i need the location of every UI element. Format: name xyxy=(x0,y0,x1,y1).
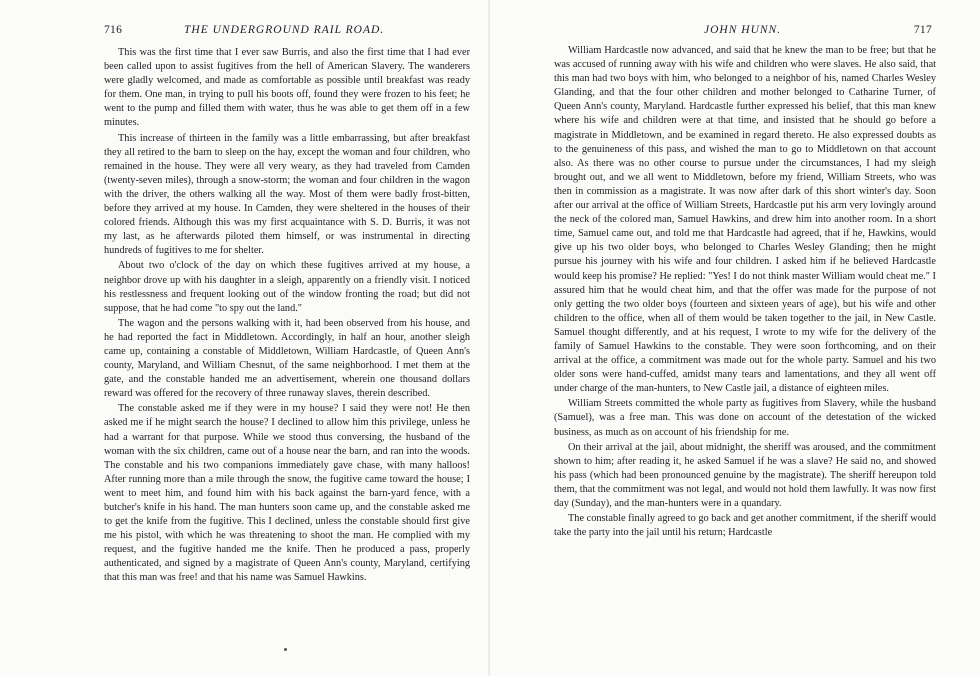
left-paragraph-3: About two o'clock of the day on which these fugitives arrived at my house, a neighbor drove up with his daughter in a sleigh, apparently on a friendly visit. I noticed his restlessness and frequent looking out of the window fronting the road; but did not suppose, that he had come "to spy out the land." xyxy=(104,260,470,314)
left-paragraph-4: The wagon and the persons walking with it, had been observed from his house, and he had reported the fact in Middletown. Accordingly, in half an hour, another sleigh came up, containing a constable of Middletown, William Hardcastle, of Queen Ann's county, Maryland, and William Chesnut, of the same neighborhood. I met them at the gate, and the constable handed me an advertisement, wherein one thousand dollars reward was offered for the recovery of three runaway slaves, therein described. xyxy=(104,317,470,400)
right-text-block xyxy=(554,44,936,541)
right-page-number: 717 xyxy=(913,24,932,36)
left-page-number: 716 xyxy=(104,24,123,36)
left-paragraph-5: The constable asked me if they were in my house? I said they were not! He then asked me if he might search the house? I declined to allow him this privilege, unless he had a warrant for that purpose. While we stood thus conversing, the husband of the woman with the six children, came out of a house near the barn, and ran into the woods. The constable and his two companions immediately gave chase, with many halloos! After running more than a mile through the snow, the fugitive came toward the house; I went to meet him, and found him with his back against the barn-yard fence, with a butcher's knife in his hand. The man hunters soon came up, and the constable asked me to get the knife from the fugitive. This I declined, unless the constable should first give me his pistol, with which he was threatening to shoot the man. He complied with my request, and the fugitive handed me the knife. Then he produced a pass, properly authenticated, and signed by a magistrate of Queen Ann's county, Maryland, certifying that this man was free! and that his name was Samuel Hawkins. xyxy=(104,403,470,584)
right-page xyxy=(490,0,980,676)
right-running-title: JOHN HUNN. xyxy=(704,24,782,36)
left-paragraph-1: This was the first time that I ever saw Burris, and also the first time that I had ever been called upon to assist fugitives from the hell of American Slavery. The wanderers were gladly welcomed, and made as comfortable as possible until breakfast was ready for them. One man, in trying to pull his boots off, found they were frozen to his feet; he went to the pump and filled them with water, thus he was able to get them off in a few minutes. xyxy=(104,47,470,129)
page-speck xyxy=(284,648,287,651)
right-paragraph-2: William Streets committed the whole party as fugitives from Slavery, while the husband (Samuel), was a free man. This was done on account of the detestation of the wicked business, as much as on account of his friendship for me. xyxy=(554,398,936,438)
right-paragraph-1: William Hardcastle now advanced, and said that he knew the man to be free; but that he was accused of running away with his wife and children who were slaves. He also said, that this man had two boys with him, who belonged to a neighbor of his, named Charles Wesley Glanding, and that the four other children and mother belonged to Catharine Turner, of Queen Ann's county, Maryland. Hardcastle further expressed his belief, that this man knew where his wife and children were at that time, and insisted that he should go before a magistrate in Middletown, and be examined in regard thereto. He also expressed doubts as to the genuineness of this pass, and wished the man to go to Middletown on that account also. As there was no other course to pursue under the circumstances, I had my sleigh brought out, and we all went to Middletown, before my friend, William Streets, who was then in commission as a magistrate. It was now after dark of this short winter's day. Soon after our arrival at the office of William Streets, Hardcastle put his arm very lovingly around the neck of the colored man, Samuel Hawkins, and drew him into another room. In a short time, Samuel came out, and told me that Hardcastle had agreed, that if he, Hawkins, would give up his two older boys, who belonged to Charles Wesley Glanding; then he might pursue his journey with his wife and four children. I asked him if he believed Hardcastle would keep his promise? He replied: "Yes! I do not think master William would cheat me." I assured him that he would cheat him, and that the offer was made for the purpose of not only getting the two older boys (fourteen and sixteen years of age), but his wife and other children to the office, when all of them would be taken together to the jail, in New Castle. Samuel thought differently, and at his request, I wrote to my wife for the delivery of the family of Samuel Hawkins to the constable. They were soon forthcoming, and on their arrival at the office, a commitment was made out for the whole party. Samuel and his two older sons were hand-cuffed, amidst many tears and lamentations, and they all went off under charge of the man-hunters, to New Castle jail, a distance of eighteen miles. xyxy=(554,45,936,395)
left-text-block xyxy=(104,46,470,587)
right-paragraph-3: On their arrival at the jail, about midnight, the sheriff was aroused, and the commitment shown to him; after reading it, he asked Samuel if he was a slave? He said no, and showed his pass (which had been pronounced genuine by the magistrate). The sheriff hereupon told them, that the commitment was not legal, and would not hold them lawfully. It was now first day (Sunday), and the man-hunters were in a quandary. xyxy=(554,441,936,509)
left-paragraph-2: This increase of thirteen in the family was a little embarrassing, but after breakfast they all retired to the barn to sleep on the hay, except the woman and four children, who remained in the house. They were all very weary, as they had traveled from Camden (twenty-seven miles), through a snow-storm; the woman and four children in the wagon with the driver, the others walking all the way. Most of them were badly frost-bitten, before they arrived at my house. In Camden, they were sheltered in the houses of their colored friends. Although this was my first acquaintance with S. D. Burris, it was not my last, as he afterwards piloted them himself, or was instrumental in directing hundreds of fugitives to me for shelter. xyxy=(104,132,470,257)
left-running-title: THE UNDERGROUND RAIL ROAD. xyxy=(184,24,385,36)
right-paragraph-4: The constable finally agreed to go back and get another commitment, if the sheriff would take the party into the jail until his return; Hardcastle xyxy=(554,513,936,539)
